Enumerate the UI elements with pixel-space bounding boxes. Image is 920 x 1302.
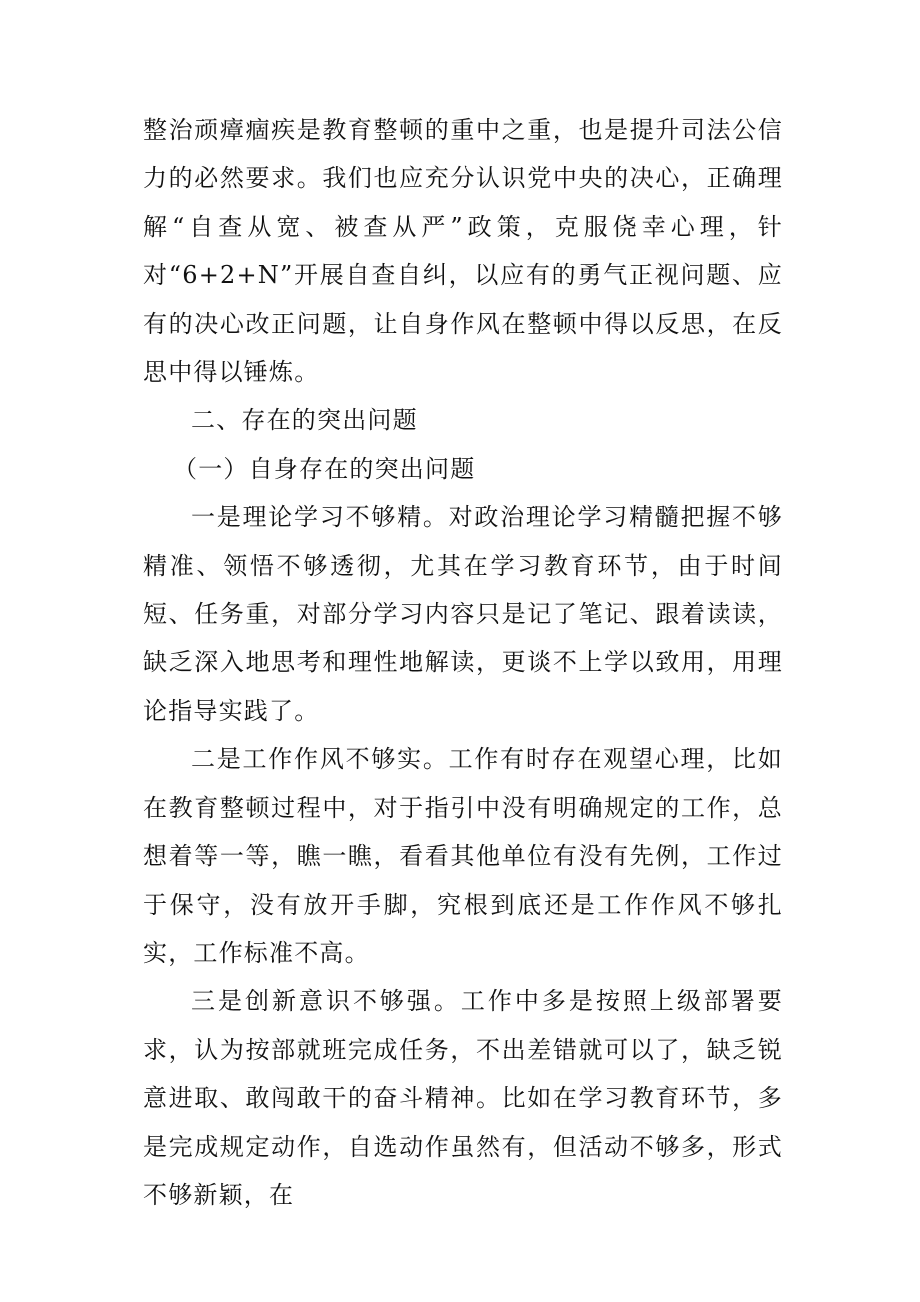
paragraph-work-style: 二是工作作风不够实。工作有时存在观望心理，比如在教育整顿过程中，对于指引中没有明确规定的工作，总想着等一等，瞧一瞧，看看其他单位有没有先例，工作过于保守，没有放开手脚，究根到底还是工作作风不够扎实，工作标准不高。 <box>143 745 783 967</box>
paragraph-innovation: 三是创新意识不够强。工作中多是按照上级部署要求，认为按部就班完成任务，不出差错就可以了，缺乏锐意进取、敢闯敢干的奋斗精神。比如在学习教育环节，多是完成规定动作，自选动作虽然有，但活动不够多，形式不够新颖，在 <box>143 987 783 1209</box>
document-page <box>143 106 783 1219</box>
paragraph-continuation: 整治顽瘴痼疾是教育整顿的重中之重，也是提升司法公信力的必然要求。我们也应充分认识党中央的决心，正确理解“自查从宽、被查从严”政策，克服侥幸心理，针对“6+2+N”开展自查自纠，以应有的勇气正视问题、应有的决心改正问题，让自身作风在整顿中得以反思，在反思中得以锤炼。 <box>143 116 783 387</box>
paragraph-theory-study: 一是理论学习不够精。对政治理论学习精髓把握不够精准、领悟不够透彻，尤其在学习教育环节，由于时间短、任务重，对部分学习内容只是记了笔记、跟着读读，缺乏深入地思考和理性地解读，更谈不上学以致用，用理论指导实践了。 <box>143 503 783 725</box>
section-heading: 二、存在的突出问题 <box>191 406 418 435</box>
subsection-heading: （一）自身存在的突出问题 <box>173 454 476 483</box>
